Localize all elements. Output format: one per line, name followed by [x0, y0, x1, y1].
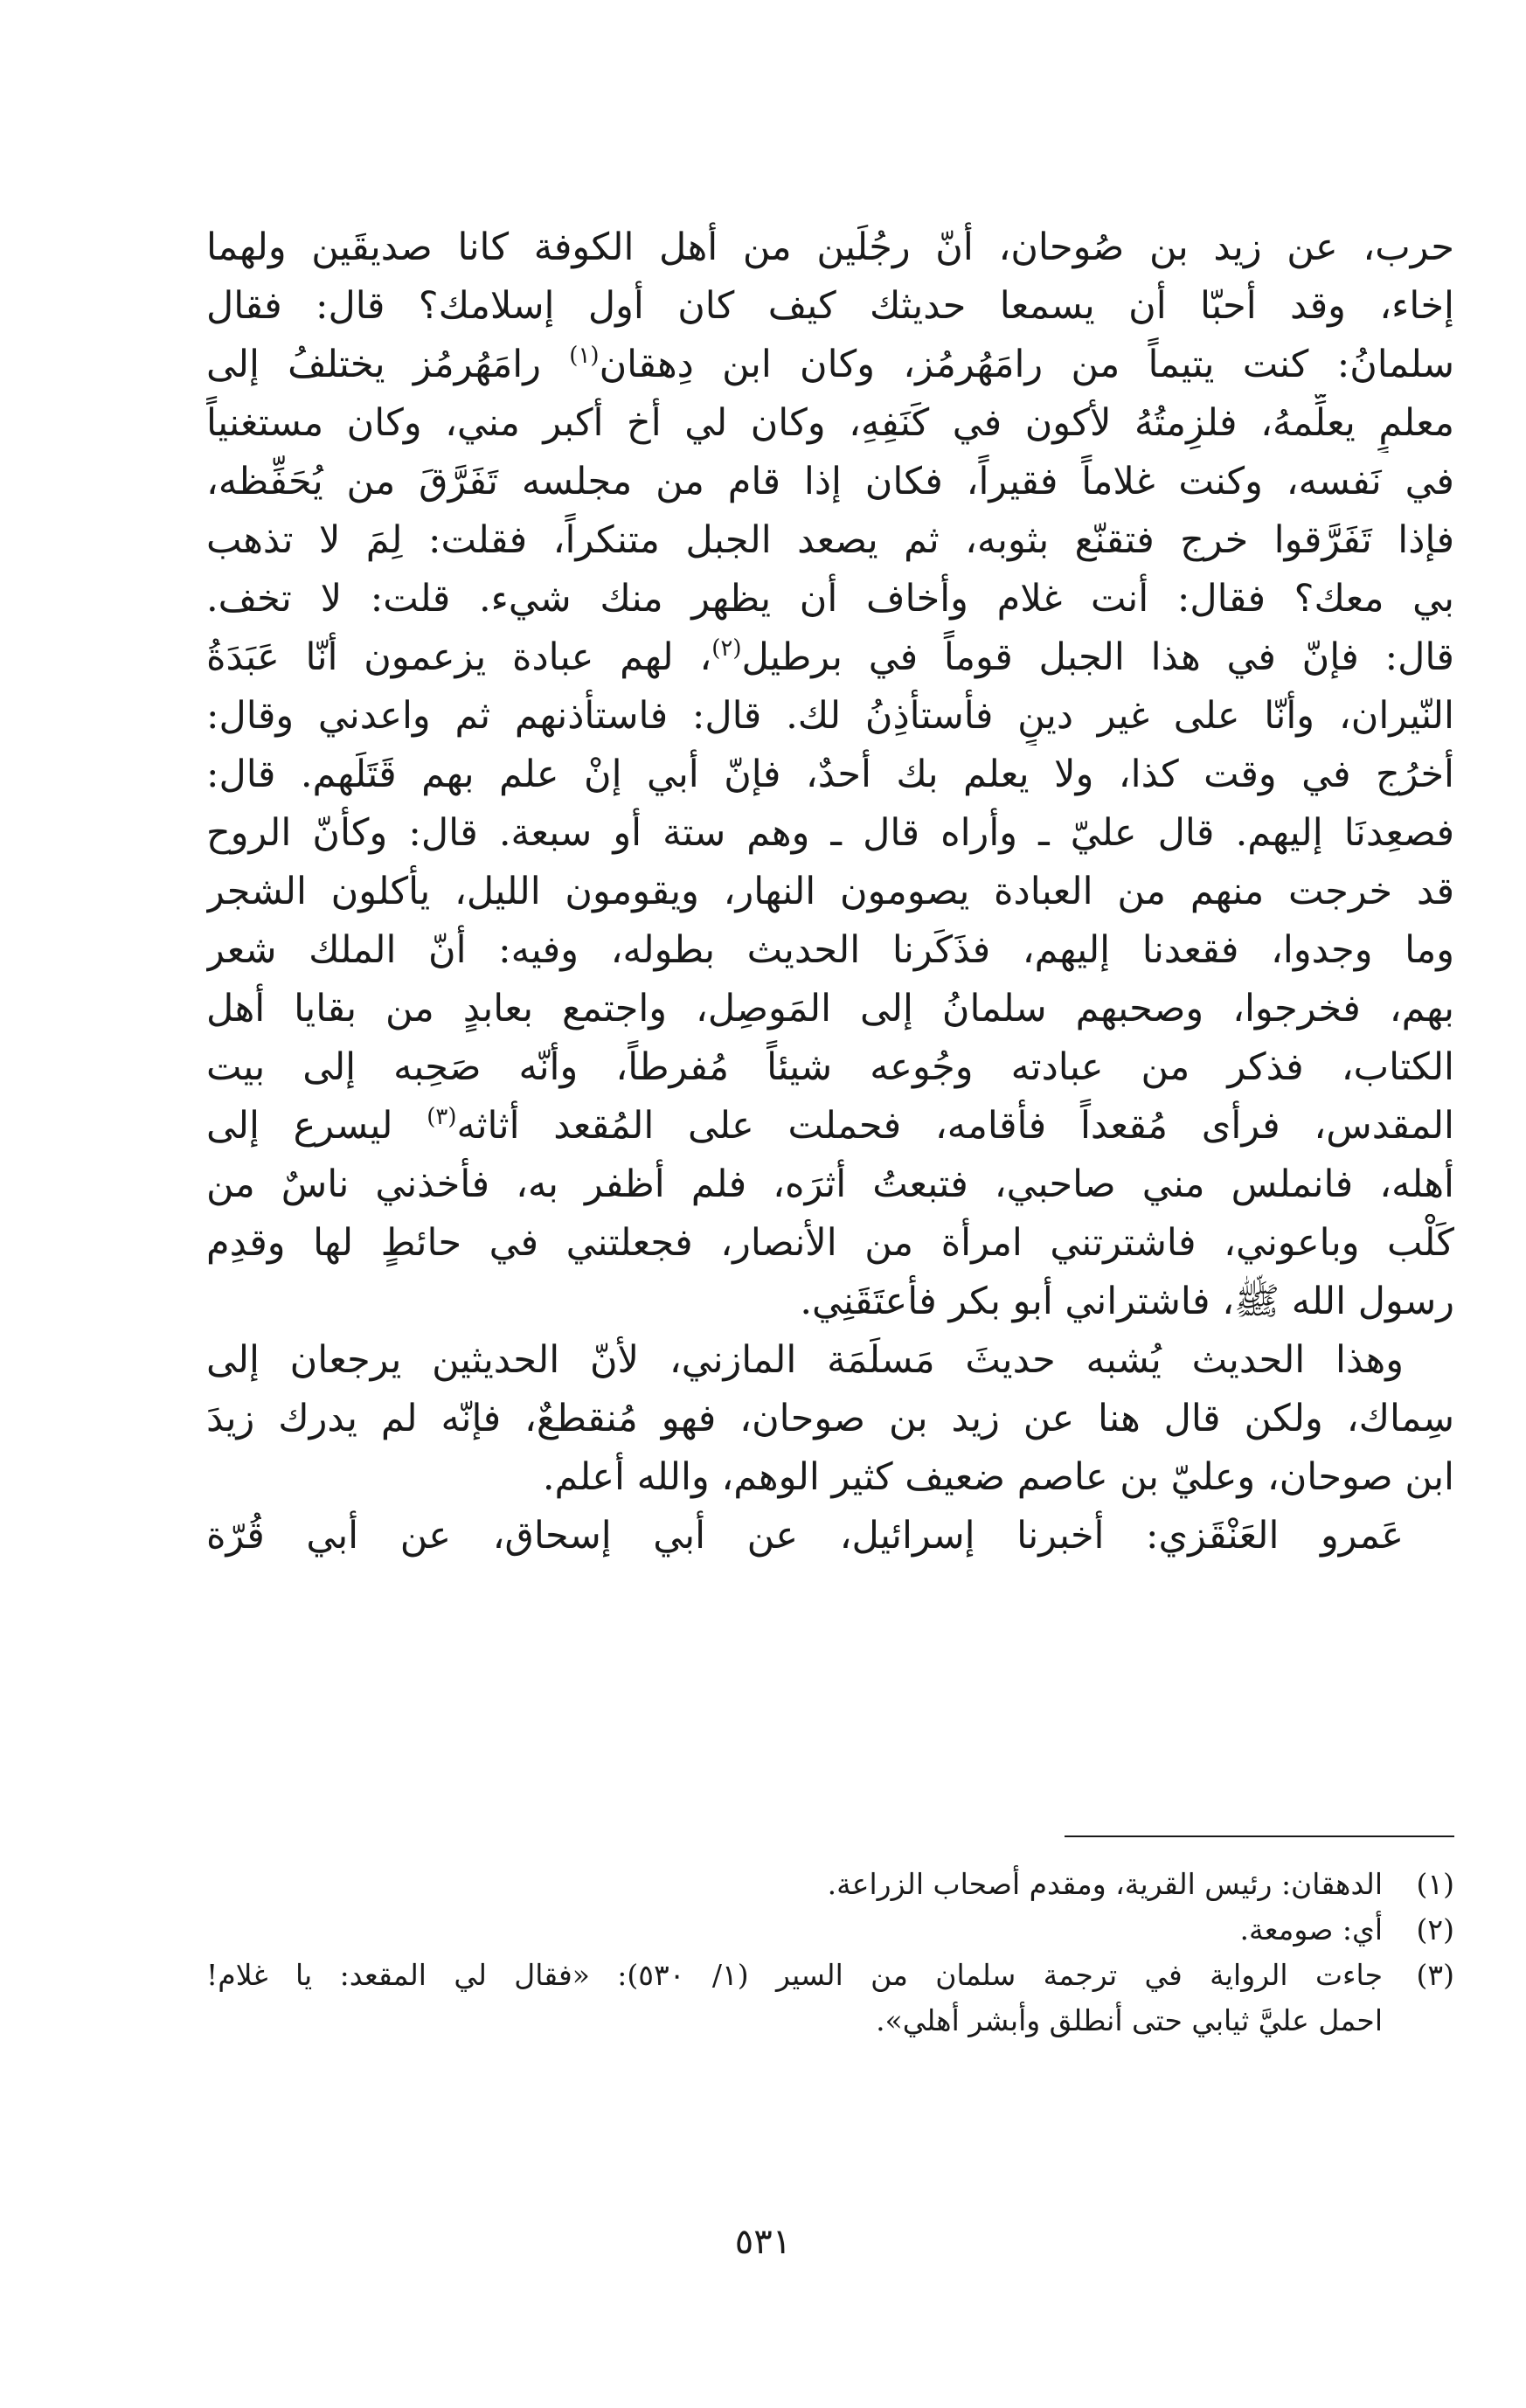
footnote-3	[206, 1953, 1454, 2044]
text-line-6: فإذا تَفَرَّقوا خرج فتقنّع بثوبه، ثم يصعد الجبل متنكراً، فقلت: لِمَ لا تذهب	[206, 518, 1454, 562]
text-line-17: أهله، فانملس مني صاحبي، فتبعتُ أثرَه، فلم أظفر به، فأخذني ناسٌ من	[206, 1162, 1454, 1206]
text-line-8-head: قال: فإنّ في هذا الجبل قوماً في برطيل	[741, 635, 1454, 679]
text-line-16-tail: ليسرع إلى	[206, 1104, 427, 1148]
page-number: ٥٣١	[734, 2222, 792, 2262]
text-line-12: قد خرجت منهم من العبادة يصومون النهار، ويقومون الليل، يأكلون الشجر	[206, 870, 1454, 913]
footnote-line: احمل عليَّ ثيابي حتى أنطلق وأبشر أهلي».	[876, 2003, 1383, 2037]
footnote-ref-2[interactable]: (٢)	[711, 635, 742, 662]
text-line-11: فصعِدنَا إليهم. قال عليّ ـ وأراه قال ـ وهم ستة أو سبعة. قال: وكأنّ الروح	[206, 811, 1454, 855]
text-line-19: رسول الله ﷺ، فاشتراني أبو بكر فأعتَقَنِي.	[800, 1280, 1454, 1323]
footnote-separator	[1065, 1835, 1454, 1837]
text-line-10: أخرُج في وقت كذا، ولا يعلم بك أحدٌ، فإنّ أبي إنْ علم بهم قَتَلَهم. قال:	[206, 753, 1454, 796]
text-line-14: بهم، فخرجوا، وصحبهم سلمانُ إلى المَوصِل، واجتمع بعابدٍ من بقايا أهل	[206, 987, 1454, 1031]
footnote-number: (٢)	[1416, 1912, 1454, 1947]
footnote-body	[206, 1907, 1383, 1953]
footnotes-block	[206, 1862, 1454, 2044]
text-line-7: بي معك؟ فقال: أنت غلام وأخاف أن يظهر منك شيء. قلت: لا تخف.	[206, 577, 1454, 621]
footnote-line: جاءت الرواية في ترجمة سلمان من السير (١/ ٥٣٠): «فقال لي المقعد: يا غلام!	[206, 1958, 1383, 1992]
text-line-16-head: المقدس، فرأى مُقعداً فأقامه، فحملت على المُقعد أثاثه	[456, 1104, 1454, 1148]
text-line-5: في نَفسه، وكنت غلاماً فقيراً، فكان إذا قام من مجلسه تَفَرَّقَ من يُحَفِّظه،	[206, 460, 1454, 503]
text-line-4: معلمٍ يعلِّمهُ، فلزِمتُهُ لأكون في كَنَفِهِ، وكان لي أخ أكبر مني، وكان مستغنياً	[206, 401, 1454, 445]
footnote-body	[206, 1953, 1383, 2044]
text-line-3-tail: رامَهُرمُز يختلفُ إلى	[206, 343, 570, 386]
text-line-3-head: سلمانُ: كنت يتيماً من رامَهُرمُز، وكان ابن دِهقان	[599, 343, 1454, 386]
text-line-21: سِماك، ولكن قال هنا عن زيد بن صوحان، فهو مُنقطعٌ، فإنّه لم يدرك زيدَ	[206, 1397, 1454, 1440]
text-line-20: وهذا الحديث يُشبه حديثَ مَسلَمَة المازني، لأنّ الحديثين يرجعان إلى	[206, 1338, 1404, 1382]
footnote-line: أي: صومعة.	[1239, 1912, 1383, 1947]
footnote-1	[206, 1862, 1454, 1907]
main-text-block	[206, 219, 1454, 1565]
footnote-2	[206, 1907, 1454, 1953]
text-line-13: وما وجدوا، فقعدنا إليهم، فذَكَرنا الحديث بطوله، وفيه: أنّ الملك شعر	[206, 928, 1454, 972]
text-line-15: الكتاب، فذكر من عبادته وجُوعه شيئاً مُفرطاً، وأنّه صَحِبه إلى بيت	[206, 1045, 1454, 1089]
text-line-8-tail: ، لهم عبادة يزعمون أنّا عَبَدَةُ	[206, 635, 712, 679]
text-line-3	[206, 336, 1454, 394]
text-line-1: حرب، عن زيد بن صُوحان، أنّ رجُلَين من أهل الكوفة كانا صديقَين ولهما	[206, 226, 1454, 269]
footnote-ref-3[interactable]: (٣)	[427, 1104, 457, 1130]
text-line-22: ابن صوحان، وعليّ بن عاصم ضعيف كثير الوهم، والله أعلم.	[542, 1455, 1454, 1499]
footnote-line: الدهقان: رئيس القرية، ومقدم أصحاب الزراعة.	[827, 1867, 1383, 1901]
text-line-18: كَلْب وباعوني، فاشترتني امرأة من الأنصار، فجعلتني في حائطٍ لها وقدِم	[206, 1221, 1454, 1265]
text-line-16	[206, 1097, 1454, 1155]
text-line-2: إخاء، وقد أحبّا أن يسمعا حديثك كيف كان أول إسلامك؟ قال: فقال	[206, 284, 1454, 328]
text-line-23: عَمرو العَنْقَزي: أخبرنا إسرائيل، عن أبي إسحاق، عن أبي قُرّة	[206, 1514, 1404, 1558]
footnote-ref-1[interactable]: (١)	[569, 343, 600, 369]
footnote-body	[206, 1862, 1383, 1907]
text-line-8	[206, 628, 1454, 687]
footnote-number: (٣)	[1416, 1958, 1454, 1992]
text-line-9: النّيران، وأنّا على غير دينٍ فأستأذِنُ لك. قال: فاستأذنهم ثم واعدني وقال:	[206, 694, 1454, 738]
footnote-number: (١)	[1416, 1867, 1454, 1901]
